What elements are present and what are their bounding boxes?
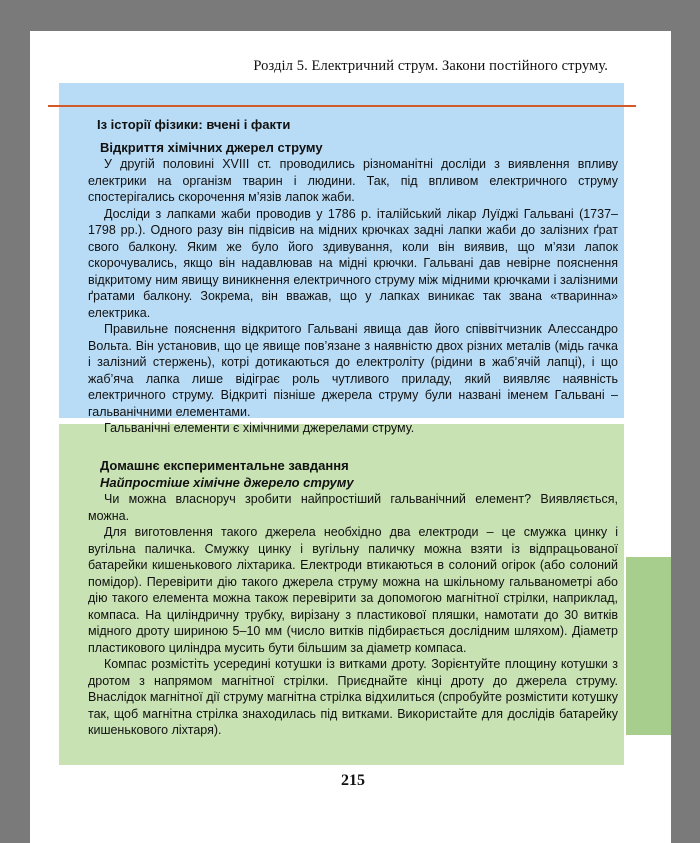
home-task-subtitle: Найпростіше хімічне джерело струму: [100, 475, 354, 490]
page-number: 215: [341, 772, 365, 789]
side-tab: [626, 557, 671, 735]
history-section: [88, 116, 618, 437]
header-rule: [48, 105, 636, 107]
running-header: Розділ 5. Електричний струм. Закони постійного струму.: [253, 58, 608, 74]
history-paragraph: Гальванічні елементи є хімічними джерелами струму.: [104, 421, 415, 435]
history-subtitle: Відкриття хімічних джерел струму: [100, 140, 323, 155]
home-task-title: Домашнє експериментальне завдання: [100, 458, 349, 473]
home-task-paragraph: Чи можна власноруч зробити найпростіший гальванічний елемент? Виявляється, можна.: [88, 492, 618, 523]
home-task-section: [88, 457, 618, 739]
history-paragraph: Правильне пояснення відкритого Гальвані явища дав його співвітчизник Алессандро Вольта. Він установив, що це явище пов’язане з наявністю двох різних металів (мідь гачка і залізний стержень), котрі дотикаються до електроліту (рідини в жаб’ячій лапці), і що жаб’яча лапка лише відіграє роль чутливого приладу, який виявляє наявність електричного струму. Відкриті пізніше джерела струму були названі іменем Гальвані – гальванічними елементами.: [88, 322, 618, 419]
home-task-paragraph: Компас розмістіть усередині котушки із витками дроту. Зорієнтуйте площину котушки з дротом з напрямом магнітної стрілки. Приєднайте кінці дроту до джерела струму. Внаслідок магнітної дії струму магнітна стрілка відхилиться (спробуйте розмістити котушку так, щоб магнітна стрілка знаходилась під витками. Використайте для дослідів батарейку кишенькового ліхтаря).: [88, 657, 618, 737]
history-paragraph: Досліди з лапками жаби проводив у 1786 р. італійський лікар Луїджі Гальвані (1737–1798 рр.). Одного разу він підвісив на мідних крючках задні лапки жаби до залізних ґрат свого балкону. Яким же було його здивування, коли він виявив, що м’язи лапок скорочувались, якщо він надавлював на мідні крючки. Гальвані дав невірне пояснення відкритому ним явищу виникнення електричного струму між мідними крючками і залізними ґратами балкону. Зокрема, він вважав, що у лапках виникає так звана «тваринна» електрика.: [88, 206, 618, 320]
home-task-paragraph: Для виготовлення такого джерела необхідно два електроди – це смужка цинку і вугільна паличка. Смужку цинку і вугільну паличку можна взяти із відпрацьованої батарейки кишенькового ліхтарика. Електроди втикаються в солоний огірок (або солоний помідор). Перевірити дію такого джерела струму можна на шкільному гальванометрі або дію такого елемента можна також перевірити за допомогою магнітної стрілки, наприклад, компаса. На циліндричну трубку, вирізану з пластикової пляшки, намотати до 30 витків мідного дроту шириною 5–10 мм (число витків підбирається дослідним шляхом). Діаметр пластикового циліндра мусить бути більшим за діаметр компаса.: [88, 525, 618, 655]
history-paragraph: У другій половині XVIII ст. проводились різноманітні досліди з виявлення впливу електрики на організм тварин і людини. Так, під впливом електричного струму спостерігались скорочення м’язів лапок жаби.: [88, 157, 618, 204]
history-section-title: Із історії фізики: вчені і факти: [97, 117, 291, 132]
